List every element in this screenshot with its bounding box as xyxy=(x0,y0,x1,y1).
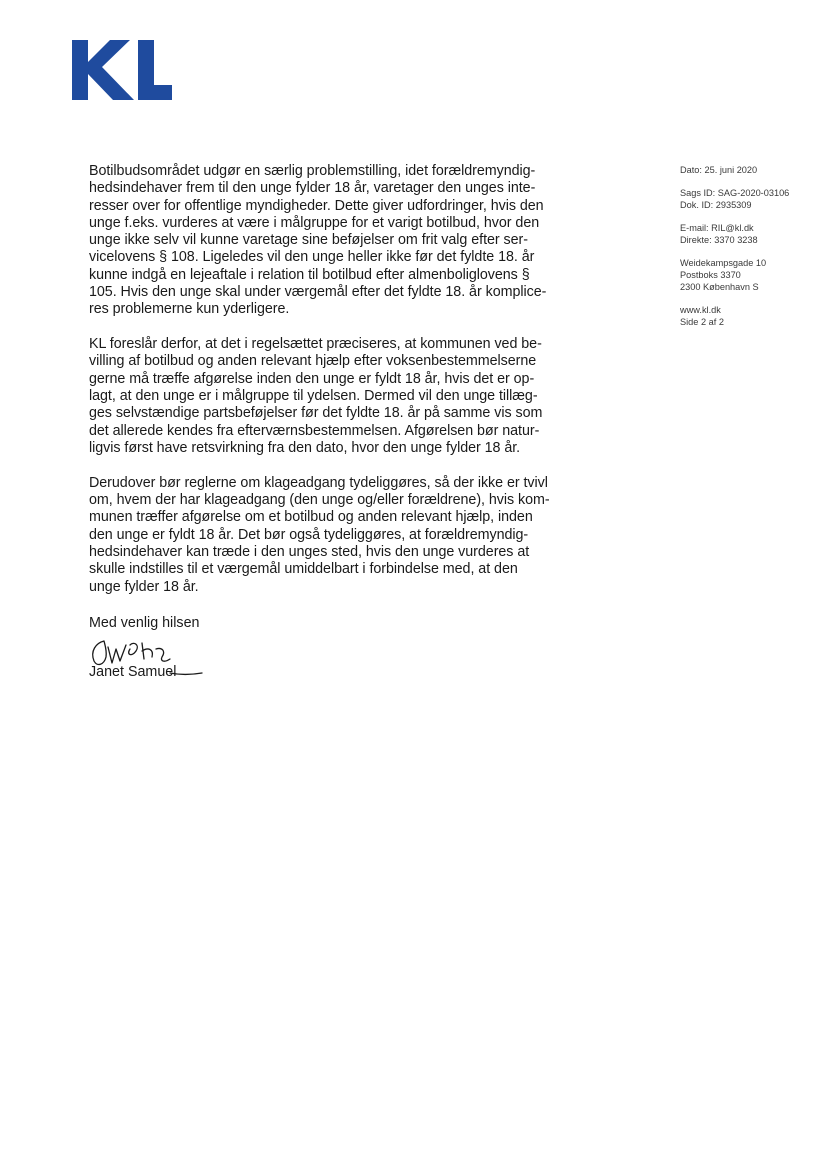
sender-info-sidebar xyxy=(680,164,820,339)
text-line: res problemerne kun yderligere. xyxy=(89,301,290,318)
text-line: ges selvstændige partsbeføjelser før det fyldte 18. år på samme vis som xyxy=(89,405,543,422)
address-group xyxy=(680,257,820,293)
web-group xyxy=(680,304,820,328)
date-group xyxy=(680,164,820,176)
signer-name: Janet Samuel xyxy=(89,664,177,680)
text-line: KL foreslår derfor, at det i regelsættet præciseres, at kommunen ved be- xyxy=(89,336,542,353)
doc-id-text: Dok. ID: 2935309 xyxy=(680,200,752,210)
text-line: ligvis først have retsvirkning fra den dato, hvor den unge fylder 18 år. xyxy=(89,439,521,456)
text-line: lagt, at den unge er i målgruppe til ydelsen. Dermed vil den unge tillæg- xyxy=(89,388,538,405)
address-city: 2300 København S xyxy=(680,282,759,292)
text-line: den unge er fyldt 18 år. Det bør også tydeliggøres, at forældremyndig- xyxy=(89,526,529,543)
kl-logo xyxy=(72,40,172,100)
text-line: unge ikke selv vil kunne varetage sine beføjelser om frit valg efter ser- xyxy=(89,232,528,249)
direct-phone-text: Direkte: 3370 3238 xyxy=(680,235,758,245)
text-line: hedsindehaver frem til den unge fylder 18 år, varetager den unges inte- xyxy=(89,180,536,197)
letter-body xyxy=(89,163,569,613)
text-line: Derudover bør reglerne om klageadgang tydeliggøres, så der ikke er tvivl xyxy=(89,474,548,491)
contact-group xyxy=(680,222,820,246)
address-pobox: Postboks 3370 xyxy=(680,270,741,280)
date-text: Dato: 25. juni 2020 xyxy=(680,165,758,175)
page-number: Side 2 af 2 xyxy=(680,317,724,327)
text-line: kunne indgå en lejeaftale i relation til botilbud efter almenboliglovens § xyxy=(89,266,530,283)
text-line: vicelovens § 108. Ligeledes vil den unge heller ikke før det fyldte 18. år xyxy=(89,249,535,266)
closing-salutation: Med venlig hilsen xyxy=(89,615,200,631)
text-line: gerne må træffe afgørelse inden den unge er fyldt 18 år, hvis det er op- xyxy=(89,370,535,387)
paragraph-1 xyxy=(89,163,569,319)
text-line: munen træffer afgørelse om et botilbud og anden relevant hjælp, inden xyxy=(89,509,533,526)
text-line: 105. Hvis den unge skal under værgemål efter det fyldte 18. år komplice- xyxy=(89,284,547,301)
text-line: Botilbudsområdet udgør en særlig problemstilling, idet forældremyndig- xyxy=(89,163,536,179)
text-line: det allerede kendes fra efterværnsbestemmelsen. Afgørelsen bør natur- xyxy=(89,422,540,439)
text-line: skulle indstilles til et værgemål umiddelbart i forbindelse med, at den xyxy=(89,561,518,578)
reference-group xyxy=(680,187,820,211)
paragraph-3 xyxy=(89,475,569,596)
address-street: Weidekampsgade 10 xyxy=(680,258,767,268)
text-line: unge fylder 18 år. xyxy=(89,578,199,595)
email-text: E-mail: RIL@kl.dk xyxy=(680,223,754,233)
paragraph-2 xyxy=(89,336,569,457)
text-line: hedsindehaver kan træde i den unges sted, hvis den unge vurderes at xyxy=(89,543,530,560)
website-link[interactable]: www.kl.dk xyxy=(680,305,721,315)
case-id-text: Sags ID: SAG-2020-03106 xyxy=(680,188,790,198)
text-line: om, hvem der har klageadgang (den unge og/eller forældrene), hvis kom- xyxy=(89,492,550,509)
text-line: villing af botilbud og anden relevant hjælp efter voksenbestemmelserne xyxy=(89,353,537,370)
text-line: unge f.eks. vurderes at være i målgruppe for et varigt botilbud, hvor den xyxy=(89,214,540,231)
text-line: resser over for offentlige myndigheder. Dette giver udfordringer, hvis den xyxy=(89,197,544,214)
